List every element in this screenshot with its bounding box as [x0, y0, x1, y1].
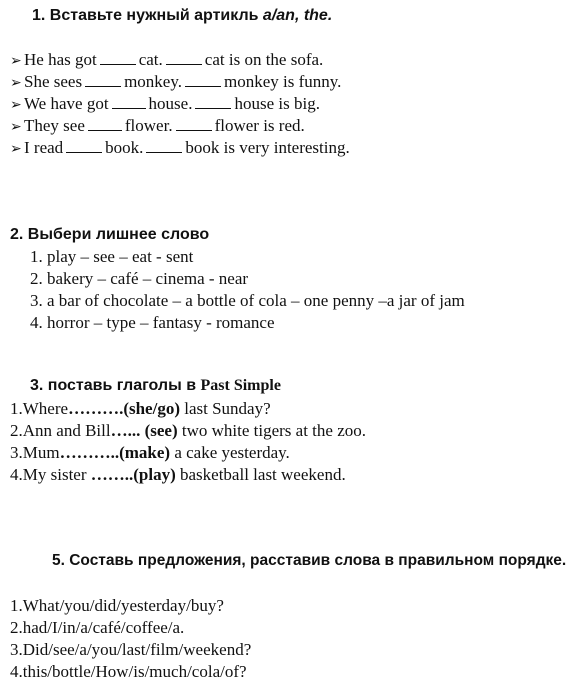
answer-blank[interactable] — [185, 72, 221, 87]
arrow-bullet-icon: ➢ — [10, 76, 22, 91]
item-middle: flower. — [124, 116, 173, 135]
item-start: She sees — [24, 72, 83, 91]
item-end: last Sunday? — [179, 399, 271, 418]
item-end: monkey is funny. — [224, 72, 342, 91]
item-start: 1.Where — [10, 399, 69, 418]
item-end: two white tigers at the zoo. — [177, 421, 366, 440]
item-start: He has got — [24, 50, 97, 69]
answer-dots[interactable]: …….. — [90, 465, 134, 484]
item-start: They see — [24, 116, 85, 135]
exercise-3-title-text: 3. поставь глаголы в — [30, 377, 201, 394]
exercise-2-item: 1. play – see – eat - sent — [30, 247, 194, 266]
item-end: flower is red. — [214, 116, 305, 135]
exercise-1-item — [10, 72, 341, 94]
answer-dots[interactable]: …... — [110, 421, 141, 440]
exercise-1-title-articles: a/an, the. — [262, 7, 333, 24]
verb-hint: (she/go) — [123, 399, 180, 418]
exercise-1-item — [10, 50, 323, 72]
item-start: I read — [24, 138, 64, 157]
answer-blank[interactable] — [66, 138, 102, 153]
arrow-bullet-icon: ➢ — [10, 54, 22, 69]
answer-blank[interactable] — [176, 116, 212, 131]
item-end: house is big. — [234, 94, 320, 113]
answer-blank[interactable] — [100, 50, 136, 65]
exercise-3-item — [10, 421, 366, 441]
item-middle: house. — [148, 94, 193, 113]
exercise-3-item — [10, 465, 346, 485]
exercise-5-item: 2.had/I/in/a/café/coffee/a. — [10, 618, 185, 637]
item-start: We have got — [24, 94, 109, 113]
item-start: 3.Mum — [10, 443, 60, 462]
verb-hint: (see) — [140, 421, 178, 440]
exercise-3-title-tense: Past Simple — [200, 377, 281, 394]
exercise-1-item — [10, 138, 350, 160]
exercise-5-title: 5. Составь предложения, расставив слова в правильном порядке. — [52, 552, 567, 569]
item-start: 2.Ann and Bill — [10, 421, 111, 440]
answer-blank[interactable] — [112, 94, 146, 109]
exercise-1-item — [10, 116, 305, 138]
answer-blank[interactable] — [85, 72, 121, 87]
exercise-3-title — [30, 376, 281, 396]
exercise-1-title-text: 1. Вставьте нужный артикль — [32, 7, 263, 24]
exercise-1-item — [10, 94, 320, 116]
answer-blank[interactable] — [146, 138, 182, 153]
exercise-5-item: 4.this/bottle/How/is/much/cola/of? — [10, 662, 247, 681]
exercise-2-item: 3. a bar of chocolate – a bottle of cola – one penny –a jar of jam — [30, 291, 465, 310]
answer-dots[interactable]: ……….. — [59, 443, 120, 462]
item-middle: book. — [105, 138, 144, 157]
item-middle: cat. — [138, 50, 163, 69]
answer-blank[interactable] — [88, 116, 122, 131]
item-start: 4.My sister — [10, 465, 91, 484]
arrow-bullet-icon: ➢ — [10, 98, 22, 113]
answer-blank[interactable] — [195, 94, 231, 109]
exercise-1-title — [32, 6, 332, 26]
arrow-bullet-icon: ➢ — [10, 142, 22, 157]
verb-hint: (play) — [133, 465, 176, 484]
arrow-bullet-icon: ➢ — [10, 120, 22, 135]
item-end: basketball last weekend. — [175, 465, 346, 484]
answer-dots[interactable]: ………. — [68, 399, 124, 418]
answer-blank[interactable] — [166, 50, 202, 65]
exercise-5-item: 3.Did/see/a/you/last/film/weekend? — [10, 640, 252, 659]
verb-hint: (make) — [119, 443, 171, 462]
item-end: a cake yesterday. — [170, 443, 290, 462]
item-end: book is very interesting. — [185, 138, 350, 157]
exercise-2-item: 4. horror – type – fantasy - romance — [30, 313, 275, 332]
exercise-3-item — [10, 443, 290, 463]
exercise-3-item — [10, 399, 271, 419]
item-middle: monkey. — [124, 72, 182, 91]
exercise-5-item: 1.What/you/did/yesterday/buy? — [10, 596, 224, 615]
exercise-2-item: 2. bakery – café – cinema - near — [30, 269, 249, 288]
exercise-2-title: 2. Выбери лишнее слово — [10, 226, 210, 243]
item-end: cat is on the sofa. — [204, 50, 324, 69]
